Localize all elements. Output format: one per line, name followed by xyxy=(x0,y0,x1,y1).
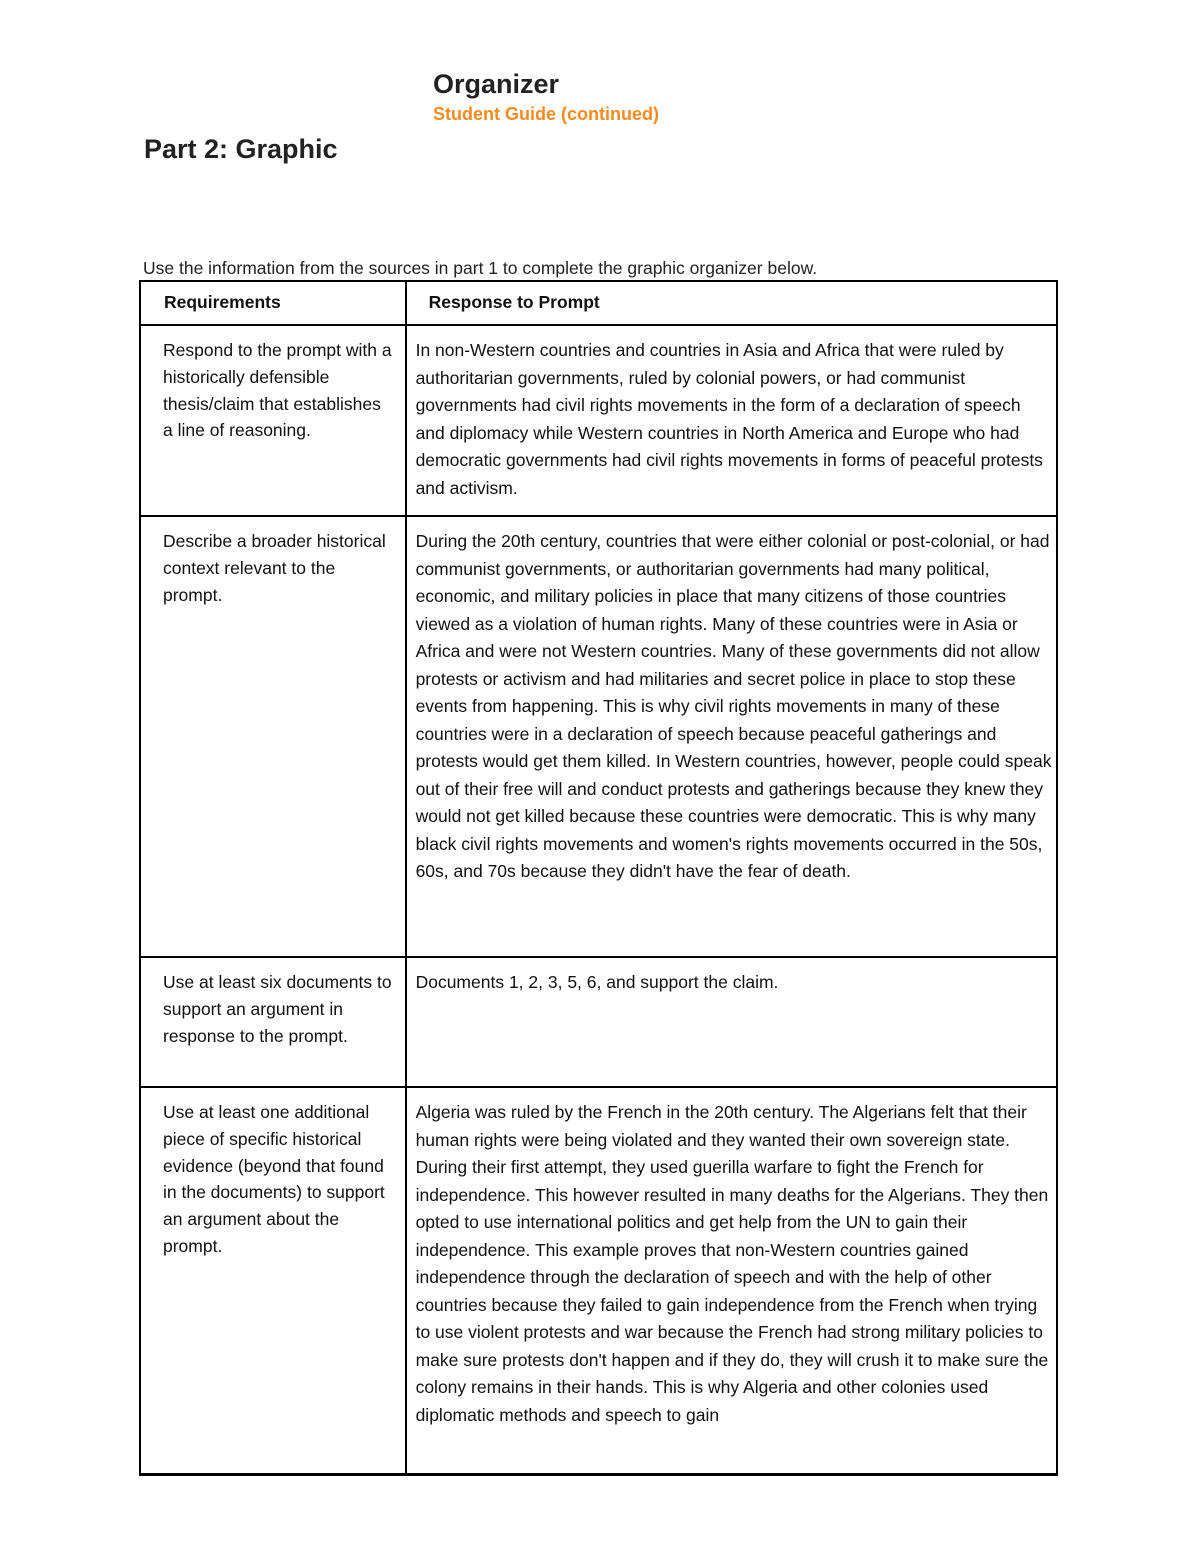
requirements-header: Requirements xyxy=(140,281,406,325)
table-header-row xyxy=(140,281,1057,325)
table-row xyxy=(140,516,1057,957)
response-cell: In non-Western countries and countries in Asia and Africa that were ruled by authoritarian governments, ruled by colonial powers, or had communist governments had civil rights movements in the form of a declaration of speech and diplomacy while Western countries in North America and Europe who had democratic governments had civil rights movements in forms of peaceful protests and activism. xyxy=(406,325,1057,516)
table-row xyxy=(140,1087,1057,1475)
requirement-cell: Use at least six documents to support an argument in response to the prompt. xyxy=(140,957,406,1087)
table-row xyxy=(140,325,1057,516)
response-cell: During the 20th century, countries that were either colonial or post-colonial, or had communist governments, or authoritarian governments had many political, economic, and military policies in place that many citizens of those countries viewed as a violation of human rights. Many of these countries were in Asia or Africa and were not Western countries. Many of these governments did not allow protests or activism and had militaries and secret police in place to stop these events from happening. This is why civil rights movements in many of these countries were in a declaration of speech because peaceful gatherings and protests would get them killed. In Western countries, however, people could speak out of their free will and conduct protests and gatherings because they knew they would not get killed because these countries were democratic. This is why many black civil rights movements and women's rights movements occurred in the 50s, 60s, and 70s because they didn't have the fear of death. xyxy=(406,516,1057,957)
part-heading: Part 2: Graphic xyxy=(144,134,338,164)
document-subtitle: Student Guide (continued) xyxy=(433,104,659,124)
table-row xyxy=(140,957,1057,1087)
requirement-cell: Describe a broader historical context relevant to the prompt. xyxy=(140,516,406,957)
requirement-cell: Use at least one additional piece of specific historical evidence (beyond that found in the documents) to support an argument about the prompt. xyxy=(140,1087,406,1475)
response-cell: Algeria was ruled by the French in the 20th century. The Algerians felt that their human rights were being violated and they wanted their own sovereign state. During their first attempt, they used guerilla warfare to fight the French for independence. This however resulted in many deaths for the Algerians. They then opted to use international politics and get help from the UN to gain their independence. This example proves that non-Western countries gained independence through the declaration of speech and with the help of other countries because they failed to gain independence from the French when trying to use violent protests and war because the French had strong military policies to make sure protests don't happen and if they do, they will crush it to make sure the colony remains in their hands. This is why Algeria and other colonies used diplomatic methods and speech to gain xyxy=(406,1087,1057,1475)
response-cell: Documents 1, 2, 3, 5, 6, and support the claim. xyxy=(406,957,1057,1087)
graphic-organizer-table xyxy=(139,280,1058,1476)
requirement-cell: Respond to the prompt with a historically defensible thesis/claim that establishes a line of reasoning. xyxy=(140,325,406,516)
instructions-text: Use the information from the sources in part 1 to complete the graphic organizer below. xyxy=(143,258,818,278)
response-header: Response to Prompt xyxy=(406,281,1057,325)
document-title: Organizer xyxy=(433,69,560,99)
